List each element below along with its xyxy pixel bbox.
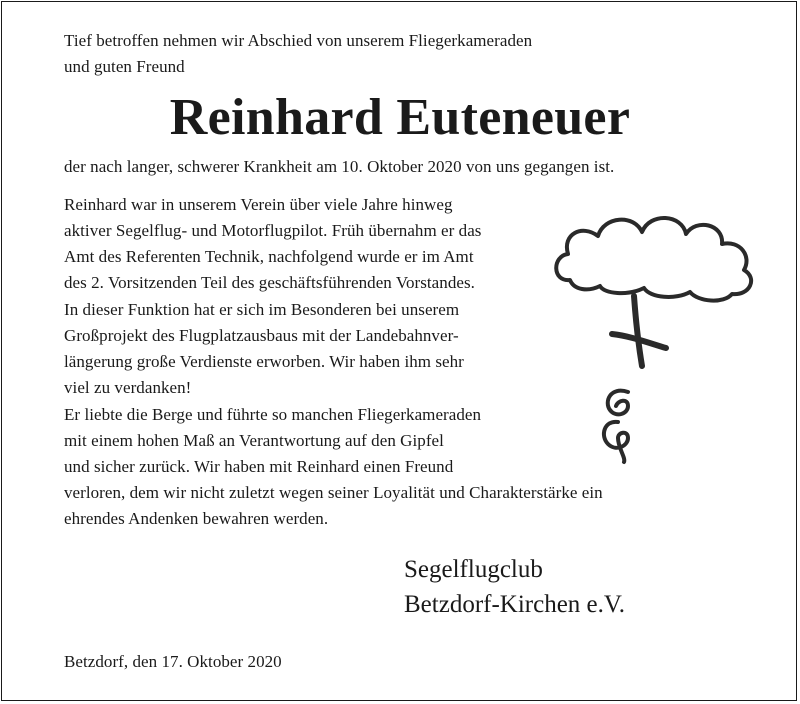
paragraph-line: aktiver Segelflug- und Motorflugpilot. Früh übernahm er das (64, 221, 482, 240)
paragraph-line: ehrendes Andenken bewahren werden. (64, 509, 329, 528)
intro-line: und guten Freund (64, 57, 185, 76)
paragraph-line: Er liebte die Berge und führte so manchen Fliegerkameraden (64, 405, 482, 424)
club-name-line: Betzdorf-Kirchen e.V. (404, 591, 625, 618)
cross-icon (612, 296, 666, 366)
paragraph-line: des 2. Vorsitzenden Teil des geschäftsführenden Vorstandes. (64, 273, 475, 292)
cloud-icon (556, 218, 751, 301)
subtitle-line: der nach langer, schwerer Krankheit am 10. Oktober 2020 von uns gegangen ist. (64, 157, 615, 176)
paragraph-line: Großprojekt des Flugplatzausbaus mit der Landebahnver- (64, 326, 459, 345)
paragraph-line: und sicher zurück. Wir haben mit Reinhard einen Freund (64, 457, 454, 476)
paragraph-line: In dieser Funktion hat er sich im Besonderen bei unserem (64, 300, 460, 319)
illustration (548, 196, 764, 466)
paragraph-line: Reinhard war in unserem Verein über viele Jahre hinweg (64, 195, 453, 214)
paragraph-line: Amt des Referenten Technik, nachfolgend wurde er im Amt (64, 247, 474, 266)
paragraph-line: mit einem hohen Maß an Verantwortung auf den Gipfel (64, 431, 444, 450)
paragraph-line: verloren, dem wir nicht zuletzt wegen seiner Loyalität und Charakterstärke ein (64, 483, 603, 502)
deceased-name: Reinhard Euteneuer (169, 89, 631, 146)
club-name-line: Segelflugclub (404, 556, 543, 583)
paragraph-line: längerung große Verdienste erworben. Wir haben ihm sehr (64, 352, 464, 371)
place-date: Betzdorf, den 17. Oktober 2020 (64, 652, 282, 671)
swirl-icon (604, 391, 628, 462)
intro-line: Tief betroffen nehmen wir Abschied von unserem Fliegerkameraden (64, 31, 533, 50)
paragraph-line: viel zu verdanken! (64, 378, 192, 397)
